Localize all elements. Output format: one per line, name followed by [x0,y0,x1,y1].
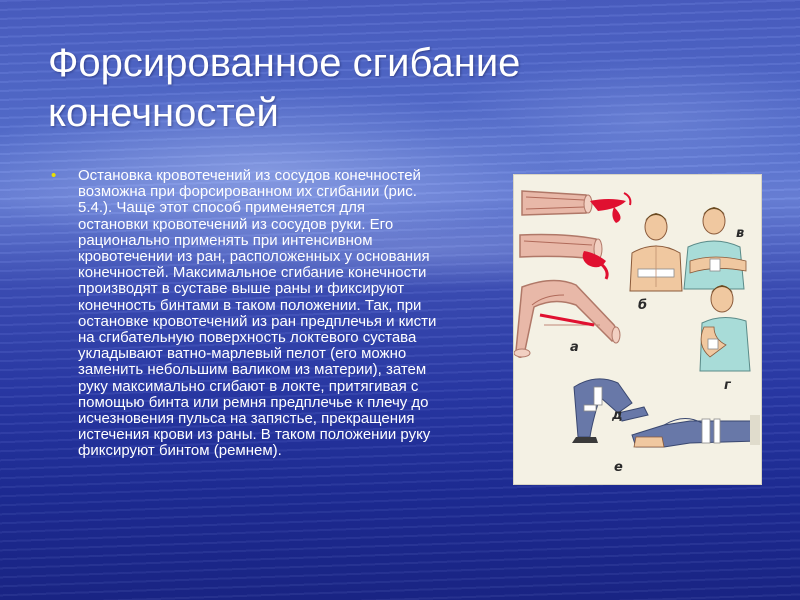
figure-label-b: б [638,298,648,313]
bullet-icon: • [51,167,57,184]
slide-title: Форсированное сгибание конечностей [48,41,521,135]
limb-bent-bleeding [520,235,607,280]
figure-label-g: г [724,378,731,393]
figure-label-d: д [612,408,623,423]
limb-straight-bleeding [522,191,630,223]
limb-flexed [514,280,620,357]
illustration-figure [513,174,762,485]
figure-label-v: в [736,226,745,241]
figure-label-e: е [614,460,623,475]
content-list [48,168,438,460]
figure-e-leg-lying [632,415,760,447]
figure-b-back-view [630,213,682,291]
body-text: Остановка кровотечений из сосудов конечностей возможна при форсированном их сгибании (рис. 5.4.). Чаще этот способ применяется для остановки кровотечений из сосудов руки. Его рационально применять при интенсивном кровотечении из ран, расположенных у основания конечностей. Максимальное сгибание конечности производят в суставе выше раны и фиксируют конечность бинтами в таком положении. Так, при остановке кровотечений из ран предплечья и кисти на сгибательную поверхность локтевого сустава укладывают ватно-марлевый пелот (его можно заменить небольшим валиком из материи), затем руку максимально сгибают в локте, притягивая с помощью бинта или ремня предплечье к плечу до исчезновения пульса на запястье, прекращения истечения крови из раны. В таком положении руку фиксируют бинтом (ремнем). [78,167,437,460]
list-item [48,168,438,460]
figure-v-front-view [684,207,746,289]
figure-label-a: а [570,340,579,355]
figure-drawing [514,175,761,484]
figure-g-side-view [700,285,750,371]
